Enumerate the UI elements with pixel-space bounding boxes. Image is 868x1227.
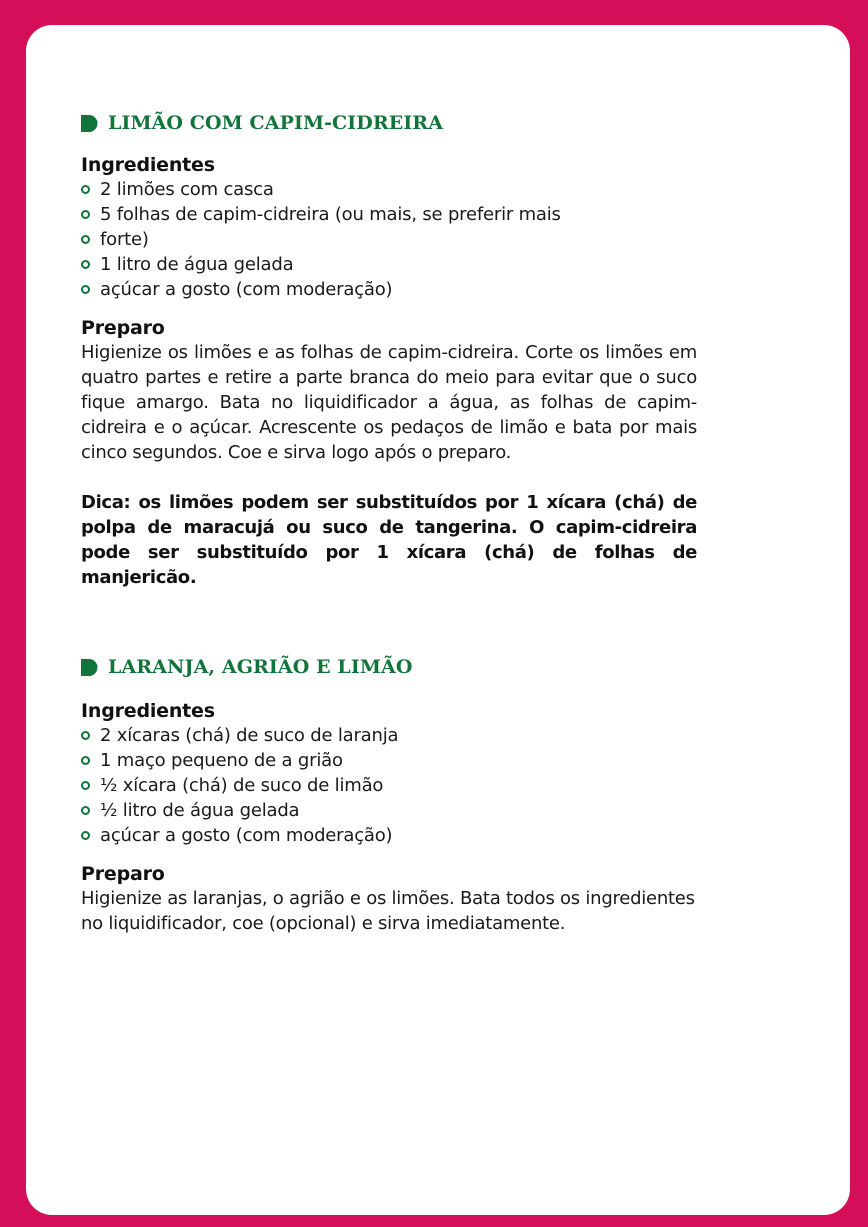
ingredient-text: 2 xícaras (chá) de suco de laranja [100, 725, 399, 746]
bullet-icon [81, 185, 90, 194]
list-item [81, 252, 697, 277]
d-shape-icon [81, 115, 98, 132]
list-item [81, 798, 697, 823]
bullet-icon [81, 285, 90, 294]
recipe-section [81, 109, 697, 590]
list-item [81, 202, 697, 227]
ingredient-text: 1 maço pequeno de a grião [100, 750, 343, 771]
preparation-text: Higienize os limões e as folhas de capim-cidreira. Corte os limões em quatro partes e retire a parte branca do meio para evitar que o suco fique amargo. Bata no liquidificador a água, as folhas de capim-cidreira e o açúcar. Acrescente os pedaços de limão e bata por mais cinco segundos. Coe e sirva logo após o preparo. [81, 342, 697, 463]
list-item [81, 823, 697, 848]
ingredient-text: forte) [100, 229, 149, 250]
list-item [81, 277, 697, 302]
list-item [81, 227, 697, 252]
bullet-icon [81, 731, 90, 740]
recipe-title-text: LIMÃO COM CAPIM-CIDREIRA [108, 112, 444, 134]
tip-text: Dica: os limões podem ser substituídos por 1 xícara (chá) de polpa de maracujá ou suco de tangerina. O capim-cidreira pode ser substituído por 1 xícara (chá) de folhas de manjericão. [81, 492, 697, 588]
ingredient-text: ½ litro de água gelada [100, 800, 300, 821]
preparation-heading: Preparo [81, 863, 165, 885]
ingredient-text: açúcar a gosto (com moderação) [100, 279, 393, 300]
bullet-icon [81, 260, 90, 269]
recipe-title [81, 109, 697, 137]
recipe-card [26, 25, 850, 1215]
ingredients-heading: Ingredientes [81, 154, 215, 176]
ingredient-text: 5 folhas de capim-cidreira (ou mais, se preferir mais [100, 204, 561, 225]
bullet-icon [81, 781, 90, 790]
bullet-icon [81, 210, 90, 219]
recipe-title [81, 653, 697, 681]
bullet-icon [81, 756, 90, 765]
list-item [81, 748, 697, 773]
bullet-icon [81, 235, 90, 244]
ingredients-heading: Ingredientes [81, 700, 215, 722]
d-shape-icon [81, 659, 98, 676]
ingredient-text: açúcar a gosto (com moderação) [100, 825, 393, 846]
bullet-icon [81, 806, 90, 815]
ingredient-text: ½ xícara (chá) de suco de limão [100, 775, 384, 796]
ingredients-list [81, 723, 697, 848]
ingredient-text: 2 limões com casca [100, 179, 274, 200]
ingredients-list [81, 177, 697, 302]
ingredient-text: 1 litro de água gelada [100, 254, 294, 275]
recipe-title-text: LARANJA, AGRIÃO E LIMÃO [108, 656, 413, 678]
bullet-icon [81, 831, 90, 840]
list-item [81, 773, 697, 798]
preparation-heading: Preparo [81, 317, 165, 339]
list-item [81, 723, 697, 748]
recipe-section [81, 653, 697, 936]
recipe-content [81, 109, 697, 936]
preparation-text: Higienize as laranjas, o agrião e os limões. Bata todos os ingredientes no liquidificador, coe (opcional) e sirva imediatamente. [81, 888, 695, 934]
list-item [81, 177, 697, 202]
